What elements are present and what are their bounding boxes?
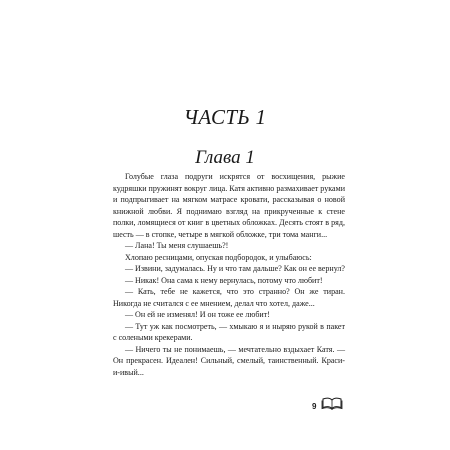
paragraph-5: — Никак! Она сама к нему вернулась, потому что любит! [125, 275, 323, 285]
paragraph-1: Голубые глаза подруги искрятся от восхищения, рыжие кудряшки пружинят вокруг лица. Катя активно размахивает руками и подпрыгивает на мягком матрасе кровати, рассказывая о новой книжной любви. Я поднимаю взгляд на прикрученные к стене полки, ломящиеся от книг в цветных обложках. Десять стоят в ряд, шесть — в стопке, четыре в мягкой обложке, три тома манги... [113, 172, 345, 239]
chapter-body [113, 171, 345, 378]
open-book-icon [321, 396, 343, 410]
paragraph-4: — Извини, задумалась. Ну и что там дальше? Как он ее вернул? [125, 264, 345, 273]
page-number: 9 [312, 402, 317, 411]
paragraph-2: — Лана! Ты меня слушаешь?! [125, 241, 229, 250]
part-title: ЧАСТЬ 1 [183, 105, 267, 129]
chapter-title: Глава 1 [195, 147, 255, 168]
paragraph-8: — Тут уж как посмотреть, — хмыкаю я и ныряю рукой в пакет с солеными крекерами. [113, 321, 345, 342]
paragraph-7: — Он ей не изменял! И он тоже ее любит! [125, 310, 270, 319]
paragraph-6: — Кать, тебе не кажется, что это странно? Он же тиран. Никогда не считался с ее мнением, делал что хотел, даже... [113, 287, 345, 308]
paragraph-9: — Ничего ты не понимаешь, — мечтательно вздыхает Катя. — Он прекрасен. Идеален! Сильный, смелый, таинственный. Краси-и-ивый... [113, 344, 345, 377]
paragraph-3: Хлопаю ресницами, опуская подбородок, и улыбаюсь: [125, 252, 312, 262]
